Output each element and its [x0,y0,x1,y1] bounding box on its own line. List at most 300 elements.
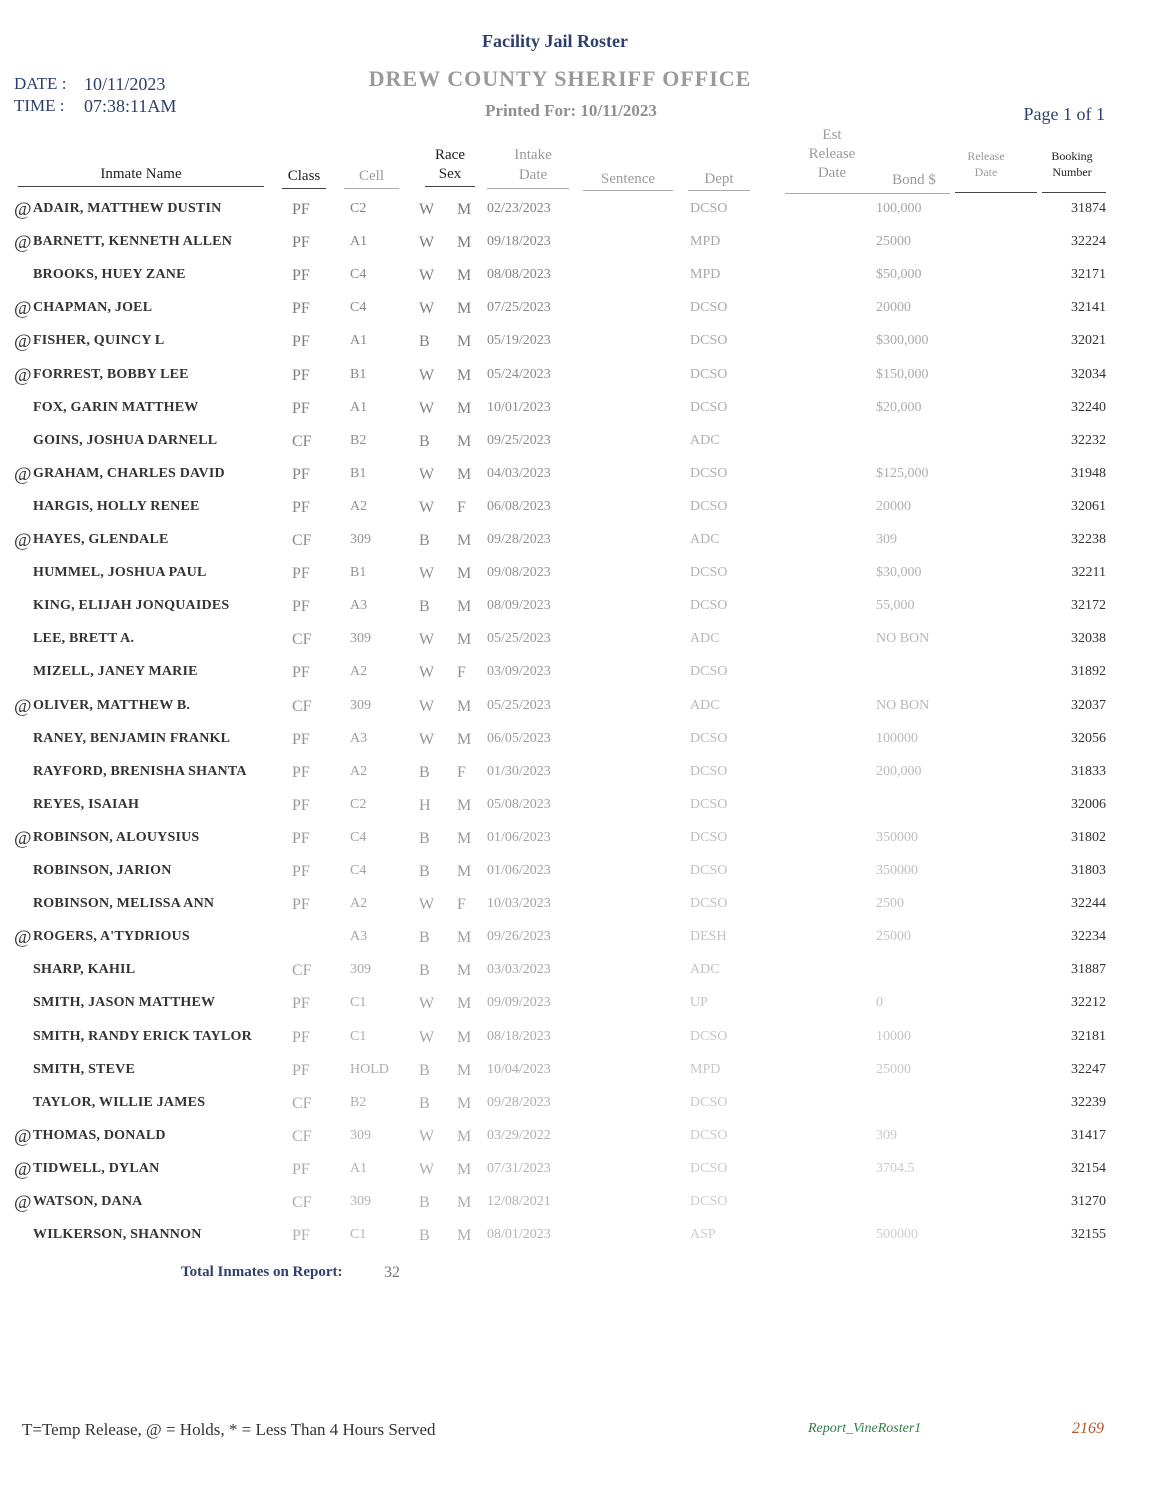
booking-number-cell: 31948 [1071,465,1106,481]
cell-cell: A2 [350,763,368,779]
bond-cell: 25000 [876,234,911,250]
booking-number-cell: 32056 [1071,730,1106,746]
dept-cell: UP [690,995,708,1011]
inmate-name: HARGIS, HOLLY RENEE [33,498,200,514]
booking-number-cell: 32038 [1071,631,1106,647]
booking-number-cell: 32247 [1071,1061,1106,1077]
cell-cell: HOLD [350,1061,389,1077]
dept-cell: DCSO [690,863,728,878]
hold-marker: @ [14,1125,32,1147]
race-cell: B [419,1194,430,1211]
sex-cell: M [457,631,472,649]
intake-date-cell: 09/08/2023 [487,565,551,581]
table-row [0,631,1159,664]
inmate-name: ROBINSON, ALOUYSIUS [33,829,200,845]
sex-cell: M [457,234,472,252]
sex-cell: M [457,1061,472,1079]
cell-cell: C1 [350,995,367,1011]
intake-date-cell: 08/18/2023 [487,1028,551,1044]
dept-cell: MPD [690,267,721,283]
booking-number-cell: 31270 [1071,1194,1106,1209]
dept-cell: DCSO [690,465,728,481]
dept-cell: MPD [690,1061,721,1077]
booking-number-cell: 32141 [1071,300,1106,316]
sex-cell: F [457,498,466,516]
race-cell: B [419,929,430,947]
cell-cell: B1 [350,366,367,382]
booking-number-cell: 31803 [1071,863,1106,878]
race-cell: W [419,498,435,516]
table-row [0,1125,1159,1161]
class-cell: PF [292,498,310,516]
table-row [0,664,1159,697]
sex-cell: M [457,1160,472,1178]
col-est: Est [822,127,842,143]
race-cell: W [419,664,435,682]
dept-cell: DCSO [690,763,728,779]
intake-date-cell: 09/25/2023 [487,432,551,448]
table-row [0,1062,1159,1095]
class-cell: CF [292,532,312,549]
sex-cell: M [457,465,472,483]
class-cell: PF [292,399,310,417]
dept-cell: DCSO [690,1127,728,1143]
cell-cell: B2 [350,1094,367,1110]
bond-cell: 25000 [876,929,911,945]
table-row [0,400,1159,433]
class-cell: CF [292,432,312,450]
date-value: 10/11/2023 [84,74,166,94]
col-sex: Sex [438,166,462,182]
inmate-name: SHARP, KAHIL [33,962,136,978]
class-cell: PF [292,234,310,252]
sex-cell: M [457,1127,472,1145]
inmate-name: RAYFORD, BRENISHA SHANTA [33,763,247,779]
race-cell: W [419,1127,435,1145]
dept-cell: ADC [690,697,720,713]
bond-cell: $150,000 [876,366,929,382]
sex-cell: M [457,333,472,351]
cell-cell: 309 [350,697,371,713]
inmate-name: BARNETT, KENNETH ALLEN [33,234,233,250]
table-row [0,731,1159,764]
inmate-name: RANEY, BENJAMIN FRANKL [33,730,231,746]
class-cell: PF [292,863,310,880]
class-cell: PF [292,598,310,616]
race-cell: W [419,896,435,914]
inmate-name: SMITH, JASON MATTHEW [33,995,216,1011]
race-cell: W [419,565,435,583]
booking-number-cell: 32224 [1071,234,1106,250]
cell-cell: A3 [350,730,368,746]
col-est-date: Date [817,165,847,181]
intake-date-cell: 01/30/2023 [487,763,551,779]
bond-cell: 20000 [876,498,911,514]
cell-cell: C4 [350,300,367,316]
cell-cell: A1 [350,234,368,250]
col-cell: Cell [359,168,384,184]
hold-marker: @ [14,1192,32,1213]
bond-cell: 25000 [876,1061,911,1077]
printed-for: Printed For: 10/11/2023 [485,101,657,120]
bond-cell: 100000 [876,730,918,746]
col-race: Race [435,147,465,163]
race-cell: W [419,399,435,417]
intake-date-cell: 01/06/2023 [487,829,551,845]
table-row [0,929,1159,962]
inmate-name: FOX, GARIN MATTHEW [33,399,199,415]
bond-cell: 55,000 [876,598,915,614]
inmate-name: FISHER, QUINCY L [33,333,165,349]
col-intake-date: Date [518,167,548,183]
sex-cell: M [457,598,472,616]
dept-cell: ASP [690,1227,716,1243]
booking-number-cell: 31892 [1071,664,1106,680]
table-row [0,532,1159,565]
class-cell: PF [292,366,310,384]
booking-number-cell: 32240 [1071,399,1106,415]
booking-number-cell: 31802 [1071,829,1106,845]
class-cell: CF [292,1127,312,1145]
race-cell: W [419,631,435,649]
sex-cell: M [457,1227,472,1245]
cell-cell: A1 [350,399,368,415]
class-cell: CF [292,1194,312,1211]
inmate-name: GOINS, JOSHUA DARNELL [33,432,218,448]
sex-cell: M [457,863,472,880]
sex-cell: M [457,829,472,847]
date-label: DATE : [14,74,67,93]
dept-cell: ADC [690,962,720,978]
cell-cell: 309 [350,1194,371,1209]
race-cell: W [419,697,435,715]
class-cell: PF [292,896,310,914]
intake-date-cell: 07/25/2023 [487,300,551,316]
col-release: Release [967,149,1005,163]
race-cell: B [419,532,430,549]
bond-cell: $20,000 [876,399,922,415]
hold-marker: @ [14,364,32,386]
dept-cell: ADC [690,532,720,547]
legend: T=Temp Release, @ = Holds, * = Less Than 4 Hours Served [22,1420,436,1439]
table-row [0,565,1159,598]
class-cell: PF [292,1160,310,1178]
booking-number-cell: 31417 [1071,1127,1106,1143]
sex-cell: F [457,763,466,781]
booking-number-cell: 32037 [1071,697,1106,713]
dept-cell: DESH [690,929,727,945]
dept-cell: DCSO [690,333,728,349]
intake-date-cell: 04/03/2023 [487,465,551,481]
cell-cell: C4 [350,829,367,845]
race-cell: W [419,234,435,252]
sex-cell: M [457,201,472,218]
sex-cell: F [457,896,466,914]
time-value: 07:38:11AM [84,96,177,116]
bond-cell: 500000 [876,1227,918,1243]
inmate-name: WILKERSON, SHANNON [33,1227,202,1243]
bond-cell: 309 [876,532,897,547]
sex-cell: M [457,730,472,748]
table-row [0,1158,1159,1194]
table-row [0,695,1159,731]
class-cell: CF [292,1094,312,1112]
inmate-name: GRAHAM, CHARLES DAVID [33,465,225,481]
dept-cell: ADC [690,631,720,647]
bond-cell: 20000 [876,300,911,316]
booking-number-cell: 32181 [1071,1028,1106,1044]
hold-marker: @ [14,927,32,949]
hold-marker: @ [14,232,32,254]
class-cell: PF [292,763,310,781]
bond-cell: $30,000 [876,565,922,581]
booking-number-cell: 32239 [1071,1094,1106,1110]
cell-cell: 309 [350,631,371,647]
sex-cell: M [457,697,472,715]
cell-cell: B1 [350,565,367,581]
table-row [0,962,1159,995]
hold-marker: @ [14,199,32,220]
race-cell: W [419,1160,435,1178]
dept-cell: DCSO [690,1094,728,1110]
inmate-name: SMITH, STEVE [33,1061,135,1077]
col-sentence: Sentence [600,171,656,187]
class-cell: PF [292,1028,310,1046]
table-row [0,896,1159,929]
race-cell: H [419,796,431,814]
cell-cell: A2 [350,498,368,514]
table-row [0,463,1159,499]
table-row [0,797,1159,830]
report-name: Report_VineRoster1 [808,1421,922,1436]
report-number: 2169 [1072,1420,1104,1437]
race-cell: B [419,829,430,847]
race-cell: W [419,300,435,318]
inmate-name: ROBINSON, MELISSA ANN [33,896,215,912]
sex-cell: M [457,532,472,549]
race-cell: B [419,432,430,450]
dept-cell: DCSO [690,201,728,216]
sex-cell: M [457,1194,472,1211]
booking-number-cell: 31833 [1071,763,1106,779]
hold-marker: @ [14,695,32,717]
col-intake: Intake [514,147,552,163]
inmate-name: MIZELL, JANEY MARIE [33,664,198,680]
intake-date-cell: 05/24/2023 [487,366,551,382]
intake-date-cell: 10/01/2023 [487,399,551,415]
cell-cell: B1 [350,465,367,481]
booking-number-cell: 31874 [1071,201,1106,216]
inmate-name: ROGERS, A'TYDRIOUS [33,929,190,945]
inmate-name: HUMMEL, JOSHUA PAUL [33,565,207,581]
intake-date-cell: 10/04/2023 [487,1061,551,1077]
cell-cell: 309 [350,1127,371,1143]
dept-cell: DCSO [690,300,728,316]
booking-number-cell: 32232 [1071,432,1106,448]
intake-date-cell: 03/09/2023 [487,664,551,680]
intake-date-cell: 07/31/2023 [487,1160,551,1176]
booking-number-cell: 32154 [1071,1160,1106,1176]
class-cell: PF [292,1061,310,1079]
dept-cell: DCSO [690,565,728,581]
table-row [0,333,1159,366]
col-class: Class [287,168,321,184]
cell-cell: A2 [350,664,368,680]
page-number: Page 1 of 1 [1023,104,1105,124]
sex-cell: M [457,995,472,1013]
cell-cell: A3 [350,598,368,614]
inmate-name: HAYES, GLENDALE [33,532,169,547]
booking-number-cell: 32211 [1071,565,1106,581]
inmate-name: KING, ELIJAH JONQUAIDES [33,598,230,614]
bond-cell: NO BON [876,697,930,713]
bond-cell: 2500 [876,896,904,912]
intake-date-cell: 05/19/2023 [487,333,551,349]
booking-number-cell: 32155 [1071,1227,1106,1243]
dept-cell: DCSO [690,498,728,514]
col-bond: Bond $ [892,172,936,188]
total-label: Total Inmates on Report: [181,1264,343,1280]
dept-cell: DCSO [690,796,728,812]
intake-date-cell: 09/28/2023 [487,1094,551,1110]
table-row [0,1029,1159,1062]
bond-cell: 100,000 [876,201,922,216]
col-dept: Dept [704,171,734,187]
dept-cell: DCSO [690,1194,728,1209]
cell-cell: C4 [350,267,367,283]
race-cell: B [419,962,430,980]
hold-marker: @ [14,1158,32,1180]
inmate-name: BROOKS, HUEY ZANE [33,267,186,283]
class-cell: CF [292,697,312,715]
agency-name: DREW COUNTY SHERIFF OFFICE [368,66,752,91]
sex-cell: M [457,399,472,417]
table-row [0,300,1159,333]
table-row [0,1194,1159,1227]
race-cell: W [419,995,435,1013]
col-booking: Booking [1051,149,1093,163]
class-cell: PF [292,730,310,748]
booking-number-cell: 32061 [1071,498,1106,514]
dept-cell: DCSO [690,1160,728,1176]
booking-number-cell: 32212 [1071,995,1106,1011]
class-cell: PF [292,1227,310,1245]
col-release-date: Date [974,165,998,179]
race-cell: B [419,763,430,781]
bond-cell: 350000 [876,829,918,845]
class-cell: CF [292,962,312,980]
race-cell: B [419,863,430,880]
bond-cell: 10000 [876,1028,911,1044]
inmate-name: ADAIR, MATTHEW DUSTIN [33,201,222,216]
report-title: Facility Jail Roster [482,31,628,51]
bond-cell: 200,000 [876,763,922,779]
hold-marker: @ [14,331,32,353]
table-row [0,764,1159,797]
cell-cell: C1 [350,1028,367,1044]
intake-date-cell: 08/01/2023 [487,1227,551,1243]
sex-cell: M [457,929,472,947]
intake-date-cell: 09/28/2023 [487,532,551,547]
booking-number-cell: 32171 [1071,267,1106,283]
inmate-name: FORREST, BOBBY LEE [33,366,189,382]
bond-cell: 350000 [876,863,918,878]
col-inmate-name: Inmate Name [100,166,182,182]
intake-date-cell: 08/09/2023 [487,598,551,614]
sex-cell: M [457,1028,472,1046]
sex-cell: F [457,664,466,682]
table-row [0,364,1159,400]
race-cell: B [419,333,430,351]
hold-marker: @ [14,298,32,320]
intake-date-cell: 10/03/2023 [487,896,551,912]
intake-date-cell: 08/08/2023 [487,267,551,283]
table-row [0,433,1159,466]
dept-cell: DCSO [690,598,728,614]
cell-cell: 309 [350,532,371,547]
dept-cell: DCSO [690,1028,728,1044]
intake-date-cell: 09/09/2023 [487,995,551,1011]
table-row [0,827,1159,863]
sex-cell: M [457,1094,472,1112]
intake-date-cell: 09/18/2023 [487,234,551,250]
cell-cell: C4 [350,863,367,878]
intake-date-cell: 02/23/2023 [487,201,551,216]
bond-cell: $50,000 [876,267,922,283]
intake-date-cell: 03/29/2022 [487,1127,551,1143]
race-cell: W [419,267,435,285]
dept-cell: DCSO [690,366,728,382]
race-cell: W [419,730,435,748]
race-cell: B [419,1061,430,1079]
sex-cell: M [457,796,472,814]
table-row [0,863,1159,896]
intake-date-cell: 06/05/2023 [487,730,551,746]
booking-number-cell: 32244 [1071,896,1106,912]
class-cell: CF [292,631,312,649]
cell-cell: C1 [350,1227,367,1243]
inmate-name: TAYLOR, WILLIE JAMES [33,1094,206,1110]
inmate-name: TIDWELL, DYLAN [33,1160,160,1176]
bond-cell: 3704.5 [876,1160,915,1176]
race-cell: W [419,366,435,384]
booking-number-cell: 31887 [1071,962,1106,978]
sex-cell: M [457,565,472,583]
cell-cell: C2 [350,796,367,812]
table-row [0,267,1159,300]
booking-number-cell: 32234 [1071,929,1106,945]
class-cell: PF [292,201,310,218]
table-row [0,499,1159,532]
intake-date-cell: 05/08/2023 [487,796,551,812]
hold-marker: @ [14,463,32,485]
intake-date-cell: 12/08/2021 [487,1194,551,1209]
class-cell: PF [292,565,310,583]
booking-number-cell: 32006 [1071,796,1106,812]
race-cell: W [419,465,435,483]
intake-date-cell: 01/06/2023 [487,863,551,878]
inmate-name: LEE, BRETT A. [33,631,135,647]
class-cell: PF [292,465,310,483]
cell-cell: A1 [350,1160,368,1176]
inmate-name: ROBINSON, JARION [33,863,172,878]
intake-date-cell: 06/08/2023 [487,498,551,514]
booking-number-cell: 32021 [1071,333,1106,349]
dept-cell: DCSO [690,730,728,746]
intake-date-cell: 05/25/2023 [487,631,551,647]
intake-date-cell: 09/26/2023 [487,929,551,945]
cell-cell: B2 [350,432,367,448]
